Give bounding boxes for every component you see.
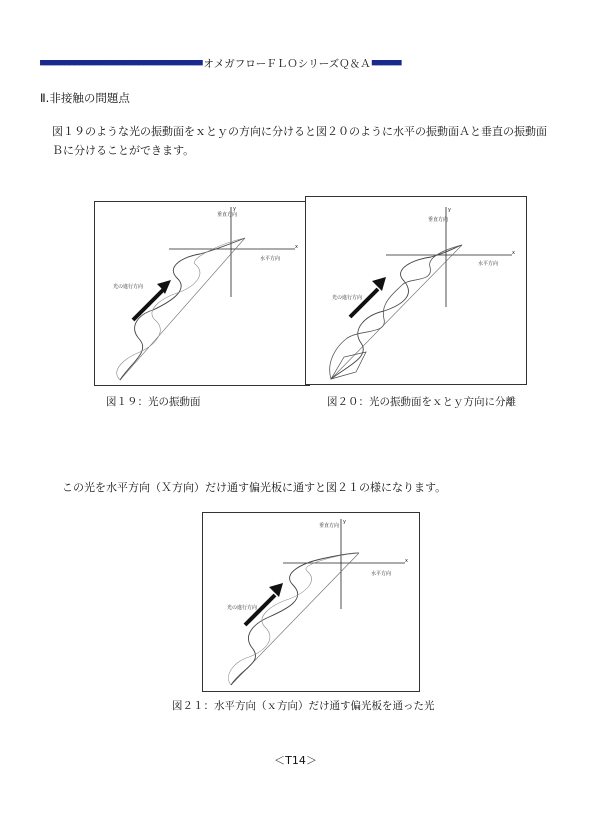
horizontal-label: 水平方向 — [478, 261, 499, 267]
axis-x-label: x — [405, 558, 408, 564]
propagation-label: 光の進行方向 — [332, 295, 363, 301]
propagation-label: 光の進行方向 — [227, 605, 258, 611]
figure-21-diagram — [203, 513, 419, 691]
document-header — [40, 56, 570, 70]
vertical-label: 垂直方向 — [217, 212, 238, 218]
axis-x-label: x — [295, 244, 298, 250]
paragraph-intro: 図１９のような光の振動面をｘとｙの方向に分けると図２０のように水平の振動面Ａと垂直の振動面Ｂに分けることができます。 — [52, 125, 547, 157]
propagation-label: 光の進行方向 — [113, 284, 144, 290]
axis-y-label: y — [448, 207, 451, 213]
figure-21-caption: 図２１：水平方向（ｘ方向）だけ通す偏光板を通った光 — [172, 700, 435, 712]
figure-19 — [94, 201, 310, 386]
figure-20-caption: 図２０：光の振動面をｘとｙ方向に分離 — [327, 396, 516, 408]
propagation-arrow-shaft — [350, 289, 378, 317]
figure-19-caption: 図１９：光の振動面 — [106, 396, 201, 408]
propagation-arrow-shaft — [133, 290, 163, 320]
figure-21 — [202, 512, 420, 692]
paragraph-polarizer: この光を水平方向（Ｘ方向）だけ通す偏光板に通すと図２１の様になります。 — [62, 481, 447, 494]
page-number: ＜T14＞ — [274, 754, 317, 767]
axis-x-label: x — [512, 250, 515, 256]
figure-19-diagram — [95, 202, 309, 385]
axis-y-label: y — [343, 519, 346, 525]
header-decoration-right: ■■■■■■ — [371, 58, 402, 68]
propagation-axis — [331, 245, 462, 379]
propagation-arrow-head — [269, 583, 283, 597]
horizontal-label: 水平方向 — [371, 571, 392, 577]
vertical-label: 垂直方向 — [319, 523, 340, 529]
axis-y-label: y — [233, 206, 236, 212]
section-title: Ⅱ.非接触の問題点 — [40, 91, 130, 105]
figure-20-diagram — [306, 197, 526, 384]
figure-20 — [305, 196, 527, 385]
header-title: オメガフローＦＬＯシリーズＱ＆Ａ — [203, 57, 371, 70]
header-decoration-left: ■■■■■■■■■■■■■■■■■■■■■■■■■■■■■■■■■ — [40, 58, 203, 68]
vertical-label: 垂直方向 — [428, 217, 449, 223]
wave-curve-back — [117, 238, 245, 380]
horizontal-label: 水平方向 — [260, 256, 281, 262]
propagation-arrow-head — [372, 277, 386, 291]
